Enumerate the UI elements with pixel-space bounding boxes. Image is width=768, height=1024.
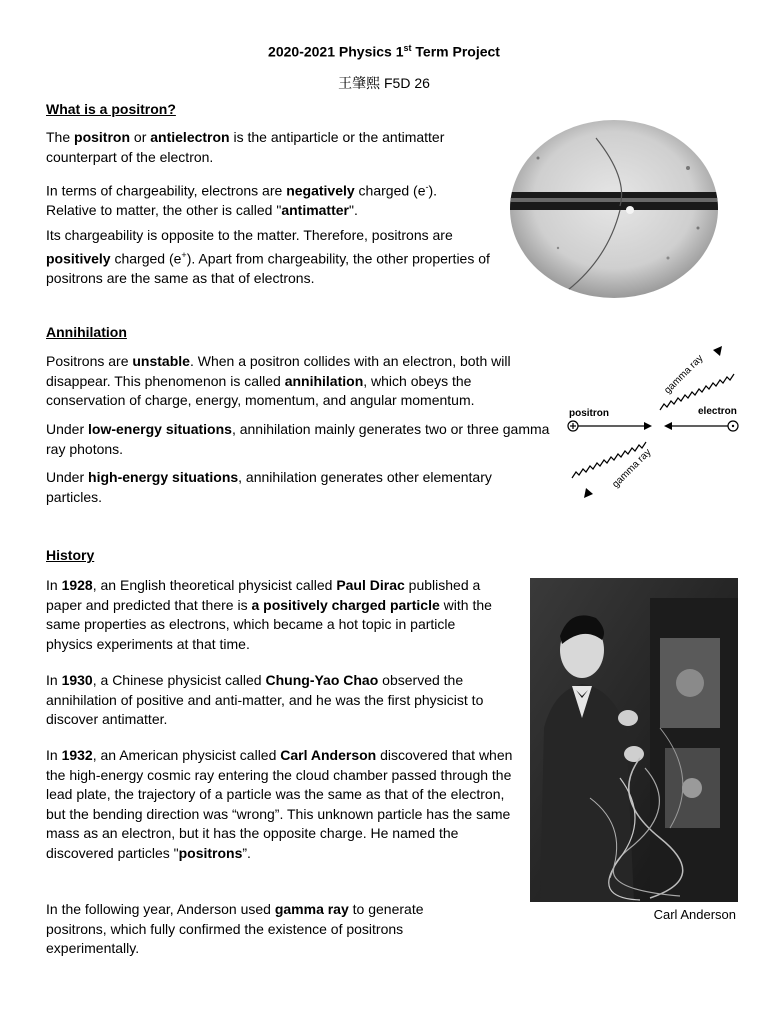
section-heading-positron: What is a positron? [46,101,176,117]
section-heading-history: History [46,547,95,563]
section-heading-annihilation: Annihilation [46,324,127,340]
author-line: 王肇熙 F5D 26 [338,75,430,91]
annihilation-diagram [560,342,760,504]
gamma-ray-bottom-label: gamma ray [610,446,654,491]
carl-anderson-photo [530,578,738,902]
gamma-ray-top-label: gamma ray [662,352,706,397]
cloud-chamber-photo [508,118,720,300]
annihilation-paragraph-2: Under low-energy situations, annihilation mainly generates two or three gamma ray photons. [46,421,550,457]
annihilation-paragraph-1: Positrons are unstable. When a positron collides with an electron, both will disappear. This phenomenon is called annihilation, which obeys the conservation of charge, energy, momentum, and angular momentum. [46,353,511,408]
positron-paragraph-2: In terms of chargeability, electrons are negatively charged (e-). Relative to matter, the other is called "antimatter". [46,182,438,219]
history-paragraph-1930: In 1930, a Chinese physicist called Chung-Yao Chao observed the annihilation of positive and anti-matter, and he was the first physicist to discover antimatter. [46,672,484,727]
page-title: 2020-2021 Physics 1st Term Project [268,43,500,60]
history-paragraph-1932: In 1932, an American physicist called Carl Anderson discovered that when the high-energy cosmic ray entering the cloud chamber passed through the lead plate, the trajectory of a particle was the same as that of the electron, but the bending direction was “wrong”. This unknown particle has the same mass as an electron, but it has the opposite charge. He named the discovered particles "positrons”. [46,747,513,861]
history-paragraph-gamma: In the following year, Anderson used gamma ray to generate positrons, which fully confirmed the existence of positrons experimentally. [46,901,424,956]
positron-paragraph-1: The positron or antielectron is the antiparticle or the antimatter counterpart of the electron. [46,129,445,165]
photo-caption: Carl Anderson [653,907,736,922]
electron-label: electron [698,406,737,417]
history-paragraph-1928: In 1928, an English theoretical physicist called Paul Dirac published a paper and predicted that there is a positively charged particle with the same properties as electrons, which became a hot topic in particle physics experiments at that time. [46,577,492,652]
annihilation-paragraph-3: Under high-energy situations, annihilation generates other elementary particles. [46,469,492,505]
positron-label: positron [569,408,609,419]
positron-paragraph-3: Its chargeability is opposite to the matter. Therefore, positrons are positively charged (e+). Apart from chargeability, the other properties of positrons are the same as that of electrons. [46,227,490,286]
